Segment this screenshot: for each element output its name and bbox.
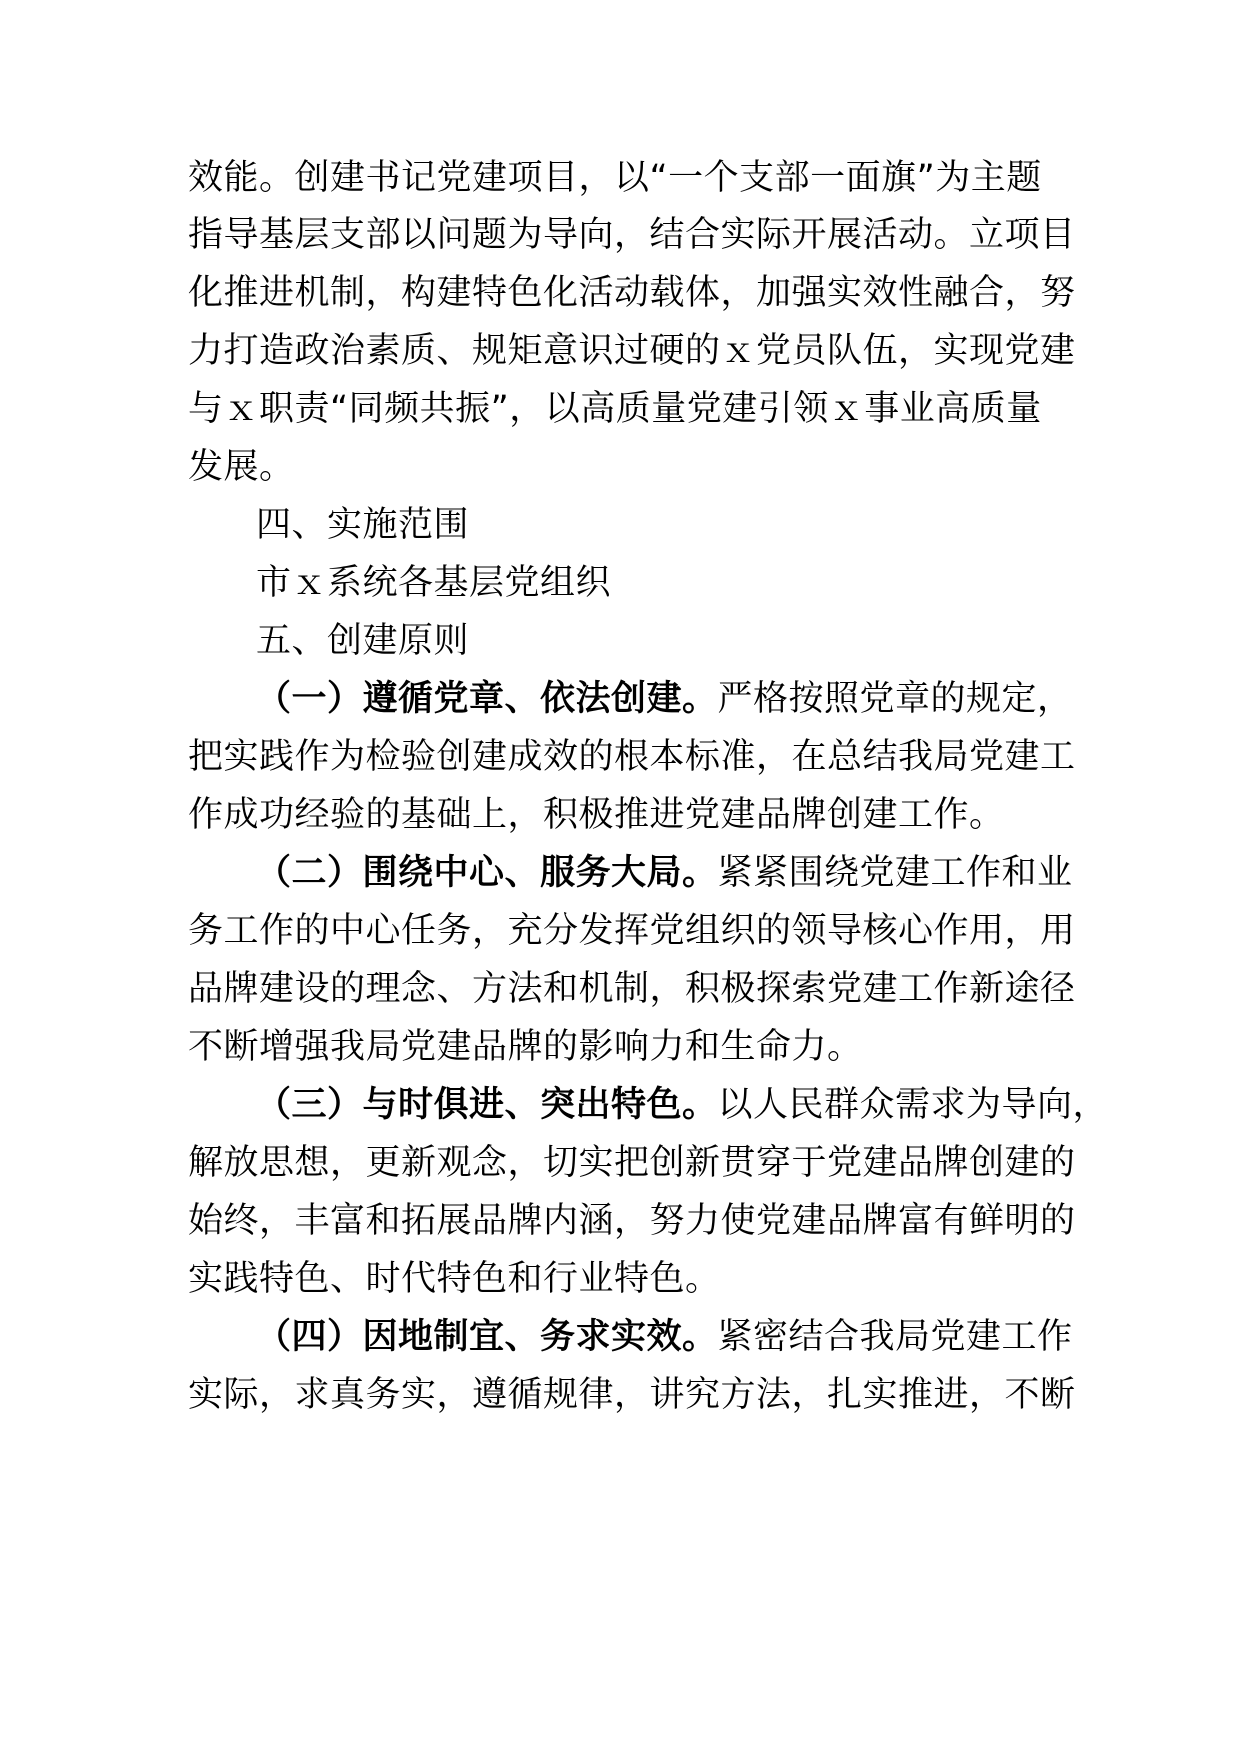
principle-first-line	[256, 1317, 1073, 1357]
paragraph-line: 实际，求真务实，遵循规律，讲究方法，扎实推进，不断	[188, 1375, 1076, 1415]
principle-first-line	[256, 1085, 1108, 1125]
paragraph-line: 作成功经验的基础上，积极推进党建品牌创建工作。	[188, 795, 1005, 835]
paragraph-line: 始终，丰富和拓展品牌内涵，努力使党建品牌富有鲜明的	[188, 1201, 1076, 1241]
paragraph-line: 与ｘ职责“同频共振”，以高质量党建引领ｘ事业高质量	[188, 389, 1042, 429]
principle-text: 紧密结合我局党建工作	[717, 1317, 1073, 1357]
principle-title: （一）遵循党章、依法创建。	[256, 679, 718, 719]
paragraph-line: 效能。创建书记党建项目，以“一个支部一面旗”为主题	[188, 158, 1042, 198]
section-heading: 四、实施范围	[256, 505, 470, 545]
principle-title: （二）围绕中心、服务大局。	[256, 853, 718, 893]
section-heading: 五、创建原则	[256, 621, 470, 661]
paragraph-line: 发展。	[188, 447, 295, 487]
paragraph-line: 力打造政治素质、规矩意识过硬的ｘ党员队伍，实现党建	[188, 331, 1076, 371]
principle-text: 以人民群众需求为导向，	[717, 1085, 1109, 1125]
paragraph-line: 化推进机制，构建特色化活动载体，加强实效性融合，努	[188, 273, 1076, 313]
section-body: 市ｘ系统各基层党组织	[256, 563, 612, 603]
principle-text: 紧紧围绕党建工作和业	[717, 853, 1073, 893]
principle-first-line	[256, 853, 1073, 893]
paragraph-line: 不断增强我局党建品牌的影响力和生命力。	[188, 1027, 863, 1067]
paragraph-line: 指导基层支部以问题为导向，结合实际开展活动。立项目	[188, 215, 1076, 255]
principle-title: （三）与时俱进、突出特色。	[256, 1085, 718, 1125]
principle-title: （四）因地制宜、务求实效。	[256, 1317, 718, 1357]
paragraph-line: 务工作的中心任务，充分发挥党组织的领导核心作用，用	[188, 911, 1076, 951]
principle-first-line	[256, 679, 1073, 719]
paragraph-line: 把实践作为检验创建成效的根本标准，在总结我局党建工	[188, 737, 1076, 777]
principle-text: 严格按照党章的规定，	[717, 679, 1073, 719]
paragraph-line: 解放思想，更新观念，切实把创新贯穿于党建品牌创建的	[188, 1143, 1076, 1183]
paragraph-line: 实践特色、时代特色和行业特色。	[188, 1259, 721, 1299]
paragraph-line: 品牌建设的理念、方法和机制，积极探索党建工作新途径	[188, 969, 1076, 1009]
